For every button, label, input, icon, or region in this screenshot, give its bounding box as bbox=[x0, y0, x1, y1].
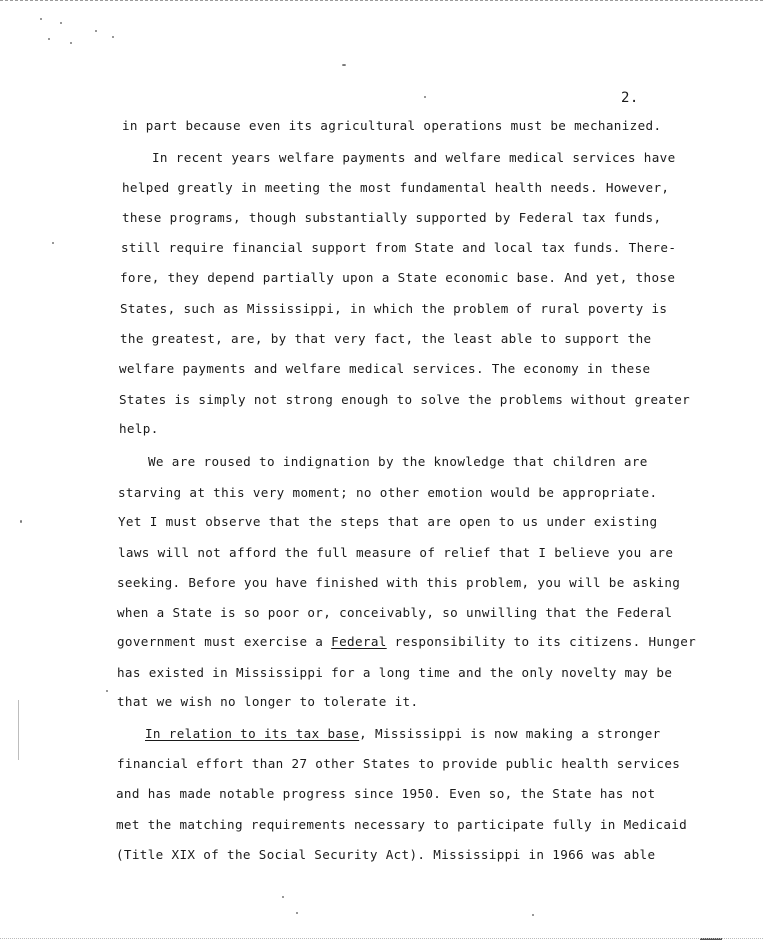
scan-speck bbox=[60, 22, 62, 24]
text-line: In recent years welfare payments and welfare medical services have bbox=[152, 150, 676, 165]
text-line: States is simply not strong enough to solve the problems without greater bbox=[119, 392, 691, 407]
text-line: still require financial support from State and local tax funds. There- bbox=[121, 240, 677, 255]
text-line: these programs, though substantially supported by Federal tax funds, bbox=[122, 210, 662, 225]
scan-speck bbox=[20, 520, 22, 523]
text-segment: , Mississippi is now making a stronger bbox=[359, 726, 661, 741]
page-number: 2. bbox=[621, 90, 639, 106]
text-line: that we wish no longer to tolerate it. bbox=[117, 694, 419, 709]
scan-edge-mark bbox=[18, 700, 19, 760]
text-segment: government must exercise a bbox=[117, 634, 332, 649]
scan-speck bbox=[342, 64, 346, 66]
scan-speck bbox=[48, 38, 50, 40]
scan-speck bbox=[532, 914, 534, 916]
underlined-word: Federal bbox=[331, 634, 387, 649]
text-line: help. bbox=[119, 421, 159, 436]
text-line: We are roused to indignation by the knowledge that children are bbox=[148, 454, 648, 469]
text-line: met the matching requirements necessary to participate fully in Medicaid bbox=[116, 817, 688, 832]
scan-speck bbox=[70, 42, 72, 44]
text-line: States, such as Mississippi, in which the problem of rural poverty is bbox=[120, 301, 668, 316]
text-line: in part because even its agricultural operations must be mechanized. bbox=[122, 118, 662, 133]
text-line: starving at this very moment; no other emotion would be appropriate. bbox=[118, 485, 658, 500]
text-line: when a State is so poor or, conceivably, so unwilling that the Federal bbox=[117, 605, 673, 620]
text-line: seeking. Before you have finished with this problem, you will be asking bbox=[117, 575, 681, 590]
scan-speck bbox=[282, 896, 284, 898]
text-line: the greatest, are, by that very fact, the least able to support the bbox=[120, 331, 652, 346]
text-line: welfare payments and welfare medical services. The economy in these bbox=[119, 361, 651, 376]
scan-speck bbox=[424, 96, 426, 98]
text-line: has existed in Mississippi for a long time and the only novelty may be bbox=[117, 665, 673, 680]
scan-speck bbox=[95, 30, 97, 32]
scan-speck bbox=[112, 36, 114, 38]
text-segment: responsibility to its citizens. Hunger bbox=[386, 634, 697, 649]
text-line: fore, they depend partially upon a State economic base. And yet, those bbox=[120, 270, 676, 285]
text-line: (Title XIX of the Social Security Act). Mississippi in 1966 was able bbox=[116, 847, 656, 862]
page-top-border bbox=[0, 0, 763, 3]
scan-speck bbox=[296, 912, 298, 914]
scan-speck bbox=[40, 18, 42, 20]
text-line: Yet I must observe that the steps that are open to us under existing bbox=[118, 514, 658, 529]
text-line: and has made notable progress since 1950. Even so, the State has not bbox=[116, 786, 656, 801]
text-line: laws will not afford the full measure of relief that I believe you are bbox=[118, 545, 674, 560]
page-bottom-noise bbox=[0, 938, 763, 940]
text-line bbox=[145, 726, 661, 742]
scan-speck bbox=[52, 242, 54, 244]
text-line: financial effort than 27 other States to provide public health services bbox=[117, 756, 681, 771]
underlined-phrase: In relation to its tax base bbox=[145, 726, 360, 741]
text-line: helped greatly in meeting the most fundamental health needs. However, bbox=[122, 180, 670, 195]
scan-speck bbox=[106, 690, 108, 692]
text-line bbox=[117, 634, 696, 650]
